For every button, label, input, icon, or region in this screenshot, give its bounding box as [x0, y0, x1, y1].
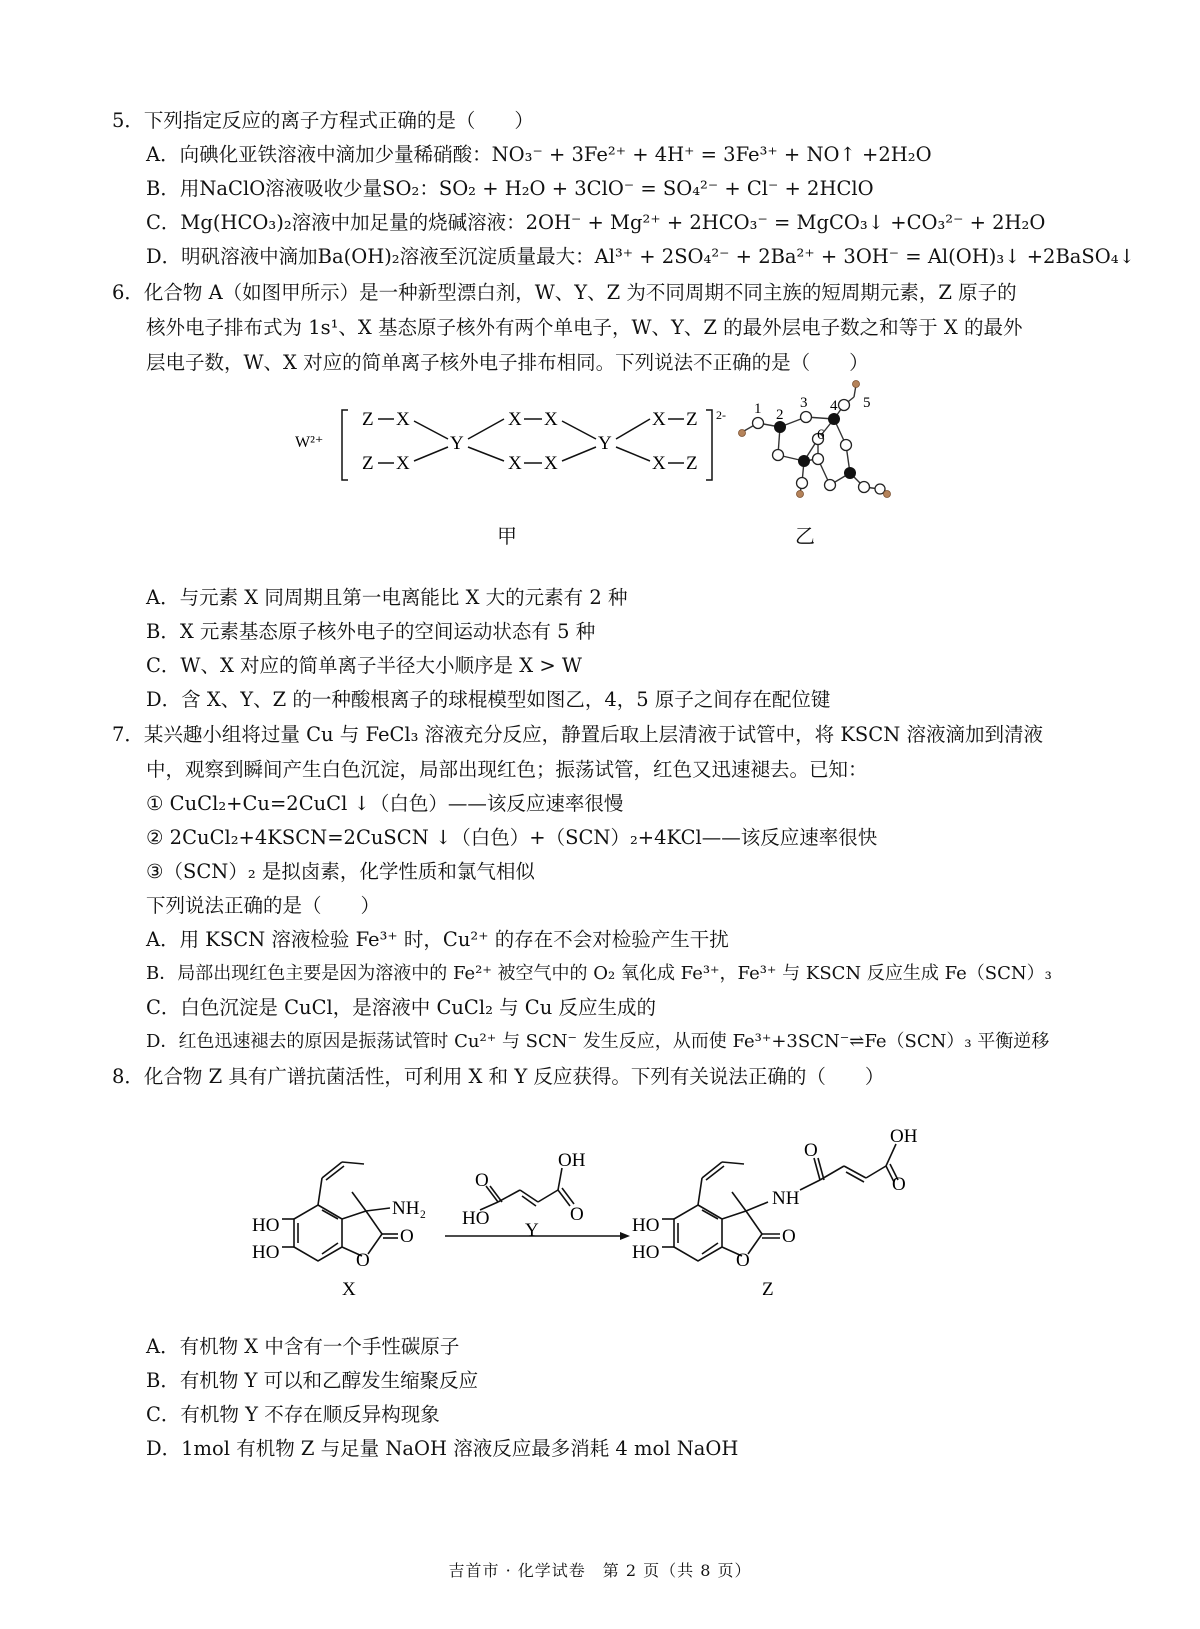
- option-label: A．: [146, 586, 180, 609]
- q6-option-a: [146, 585, 627, 611]
- atom-number-3: 3: [800, 395, 808, 411]
- q6-stem-3: 层电子数，W、X 对应的简单离子核外电子排布相同。下列说法不正确的是（ ）: [146, 351, 869, 374]
- atom-number-5: 5: [863, 395, 871, 411]
- atom-y: Y: [450, 433, 464, 454]
- option-text: 有机物 X 中含有一个手性碳原子: [179, 1335, 460, 1358]
- q5-option-a: [146, 142, 932, 168]
- option-text: 用NaClO溶液吸收少量SO₂：SO₂ + H₂O + 3ClO⁻ = SO₄²⁻ + Cl⁻ + 2HClO: [179, 177, 874, 200]
- option-label: C．: [146, 211, 181, 234]
- option-label: B．: [146, 1369, 180, 1392]
- option-text: 局部出现红色主要是因为溶液中的 Fe²⁺ 被空气中的 O₂ 氧化成 Fe³⁺，Fe³⁺ 与 KSCN 反应生成 Fe（SCN）₃: [177, 963, 1052, 984]
- option-label: B．: [146, 963, 178, 984]
- option-label: C．: [146, 996, 181, 1019]
- x-nh2: NH₂: [392, 1198, 427, 1219]
- q6-stem-1: 6．化合物 A（如图甲所示）是一种新型漂白剂，W、Y、Z 为不同周期不同主族的短周期元素，Z 原子的: [112, 281, 1017, 304]
- z-amide-o: O: [804, 1140, 818, 1161]
- q7-option-b: [146, 961, 1052, 987]
- option-label: A．: [146, 1335, 180, 1358]
- atom-number-6: 6: [817, 427, 825, 443]
- q5-stem: 5．下列指定反应的离子方程式正确的是（ ）: [112, 109, 534, 132]
- q7-option-d: [146, 1029, 1049, 1055]
- q6-option-c: [146, 653, 582, 679]
- option-label: C．: [146, 1403, 181, 1426]
- atom-x: X: [508, 409, 522, 430]
- q7-known-2: ② 2CuCl₂+4KSCN=2CuSCN ↓（白色）+（SCN）₂+4KCl——该反应速率很快: [146, 826, 878, 849]
- figure-yi: [730, 375, 900, 510]
- molecule-y: [480, 1168, 574, 1210]
- q6-option-b: [146, 619, 595, 645]
- q5-option-c: [146, 210, 1045, 236]
- z-ho-1: HO: [632, 1215, 660, 1236]
- z-nh: NH: [772, 1188, 800, 1209]
- z-carbonyl-o: O: [782, 1226, 796, 1247]
- option-text: 1mol 有机物 Z 与足量 NaOH 溶液反应最多消耗 4 mol NaOH: [181, 1437, 739, 1460]
- anion-charge: 2-: [716, 408, 726, 422]
- figure-jia: [290, 395, 750, 505]
- z-oh: OH: [890, 1126, 918, 1147]
- q8-option-a: [146, 1334, 459, 1360]
- atom-z: Z: [686, 409, 698, 430]
- option-text: 白色沉淀是 CuCl，是溶液中 CuCl₂ 与 Cu 反应生成的: [180, 996, 656, 1019]
- y-o-2: O: [570, 1204, 584, 1225]
- option-text: 有机物 Y 可以和乙醇发生缩聚反应: [179, 1369, 479, 1392]
- atom-x: X: [544, 409, 558, 430]
- option-text: 用 KSCN 溶液检验 Fe³⁺ 时，Cu²⁺ 的存在不会对检验产生干扰: [179, 928, 729, 951]
- q6-option-d: [146, 687, 830, 713]
- q8-option-c: [146, 1402, 440, 1428]
- right-bracket: [706, 410, 712, 480]
- atom-x: X: [652, 409, 666, 430]
- atom-x: X: [396, 453, 410, 474]
- label-x: X: [342, 1279, 356, 1300]
- x-carbonyl-o: O: [400, 1226, 414, 1247]
- option-text: 明矾溶液中滴加Ba(OH)₂溶液至沉淀质量最大：Al³⁺ + 2SO₄²⁻ + 2Ba²⁺ + 3OH⁻ = Al(OH)₃↓ +2BaSO₄↓: [181, 245, 1135, 268]
- option-text: 含 X、Y、Z 的一种酸根离子的球棍模型如图乙，4，5 原子之间存在配位键: [181, 688, 831, 711]
- atom-z: Z: [362, 409, 374, 430]
- option-text: Mg(HCO₃)₂溶液中加足量的烧碱溶液：2OH⁻ + Mg²⁺ + 2HCO₃⁻ = MgCO₃↓ +CO₃²⁻ + 2H₂O: [180, 211, 1046, 234]
- q7-stem-1: 7．某兴趣小组将过量 Cu 与 FeCl₃ 溶液充分反应，静置后取上层清液于试管中，将 KSCN 溶液滴加到清液: [112, 723, 1043, 746]
- q6-stem-2: 核外电子排布式为 1s¹、X 基态原子核外有两个单电子，W、Y、Z 的最外层电子数之和等于 X 的最外: [146, 316, 1023, 339]
- atom-x: X: [396, 409, 410, 430]
- y-ho: HO: [462, 1208, 490, 1229]
- figure-yi-label: 乙: [795, 524, 815, 548]
- q7-option-c: [146, 995, 656, 1021]
- page-footer: 吉首市 · 化学试卷 第 2 页（共 8 页）: [448, 1561, 752, 1580]
- atom-number-4: 4: [830, 398, 838, 414]
- atom-z: Z: [362, 453, 374, 474]
- molecule-x: [282, 1162, 398, 1261]
- label-z: Z: [762, 1279, 774, 1300]
- option-label: A．: [146, 143, 180, 166]
- option-label: B．: [146, 177, 180, 200]
- x-ring-o: O: [356, 1250, 370, 1271]
- q5-option-b: [146, 176, 874, 202]
- q7-known-1: ① CuCl₂+Cu=2CuCl ↓（白色）——该反应速率很慢: [146, 792, 624, 815]
- option-text: 红色迅速褪去的原因是振荡试管时 Cu²⁺ 与 SCN⁻ 发生反应，从而使 Fe³⁺+3SCN⁻⇌Fe（SCN）₃ 平衡逆移: [178, 1031, 1050, 1052]
- q7-ask: 下列说法正确的是（ ）: [146, 894, 381, 917]
- option-label: D．: [146, 688, 182, 711]
- jia-cation: W²⁺: [295, 434, 324, 451]
- z-ring-o: O: [736, 1250, 750, 1271]
- option-label: D．: [146, 245, 182, 268]
- atom-x: X: [508, 453, 522, 474]
- figure-jia-label: 甲: [497, 524, 517, 548]
- atom-y: Y: [598, 433, 612, 454]
- q8-stem: 8．化合物 Z 具有广谱抗菌活性，可利用 X 和 Y 反应获得。下列有关说法正确的（ ）: [112, 1065, 885, 1088]
- option-text: W、X 对应的简单离子半径大小顺序是 X > W: [180, 654, 582, 677]
- q8-option-b: [146, 1368, 478, 1394]
- option-label: D．: [146, 1437, 182, 1460]
- option-label: A．: [146, 928, 180, 951]
- q7-known-3: ③（SCN）₂ 是拟卤素，化学性质和氯气相似: [146, 860, 535, 883]
- atom-number-2: 2: [776, 407, 784, 423]
- z-ho-2: HO: [632, 1242, 660, 1263]
- option-label: B．: [146, 620, 180, 643]
- q5-option-d: [146, 244, 1135, 270]
- left-bracket: [342, 410, 348, 480]
- x-ho-2: HO: [252, 1242, 280, 1263]
- option-text: 有机物 Y 不存在顺反异构现象: [180, 1403, 440, 1426]
- atom-z: Z: [686, 453, 698, 474]
- x-ho-1: HO: [252, 1215, 280, 1236]
- atom-x: X: [652, 453, 666, 474]
- option-text: 与元素 X 同周期且第一电离能比 X 大的元素有 2 种: [179, 586, 628, 609]
- arrow-head: [620, 1232, 630, 1240]
- q7-option-a: [146, 927, 729, 953]
- option-label: C．: [146, 654, 181, 677]
- y-oh: OH: [558, 1150, 586, 1171]
- z-acid-o: O: [892, 1174, 906, 1195]
- label-y: Y: [525, 1220, 539, 1241]
- atom-x: X: [544, 453, 558, 474]
- figure-reaction: [240, 1110, 960, 1300]
- q7-stem-2: 中，观察到瞬间产生白色沉淀，局部出现红色；振荡试管，红色又迅速褪去。已知：: [146, 758, 868, 781]
- atom-number-1: 1: [754, 401, 762, 417]
- y-o-1: O: [475, 1170, 489, 1191]
- option-label: D．: [146, 1031, 179, 1052]
- q8-option-d: [146, 1436, 738, 1462]
- option-text: 向碘化亚铁溶液中滴加少量稀硝酸：NO₃⁻ + 3Fe²⁺ + 4H⁺ = 3Fe³⁺ + NO↑ +2H₂O: [179, 143, 932, 166]
- option-text: X 元素基态原子核外电子的空间运动状态有 5 种: [179, 620, 596, 643]
